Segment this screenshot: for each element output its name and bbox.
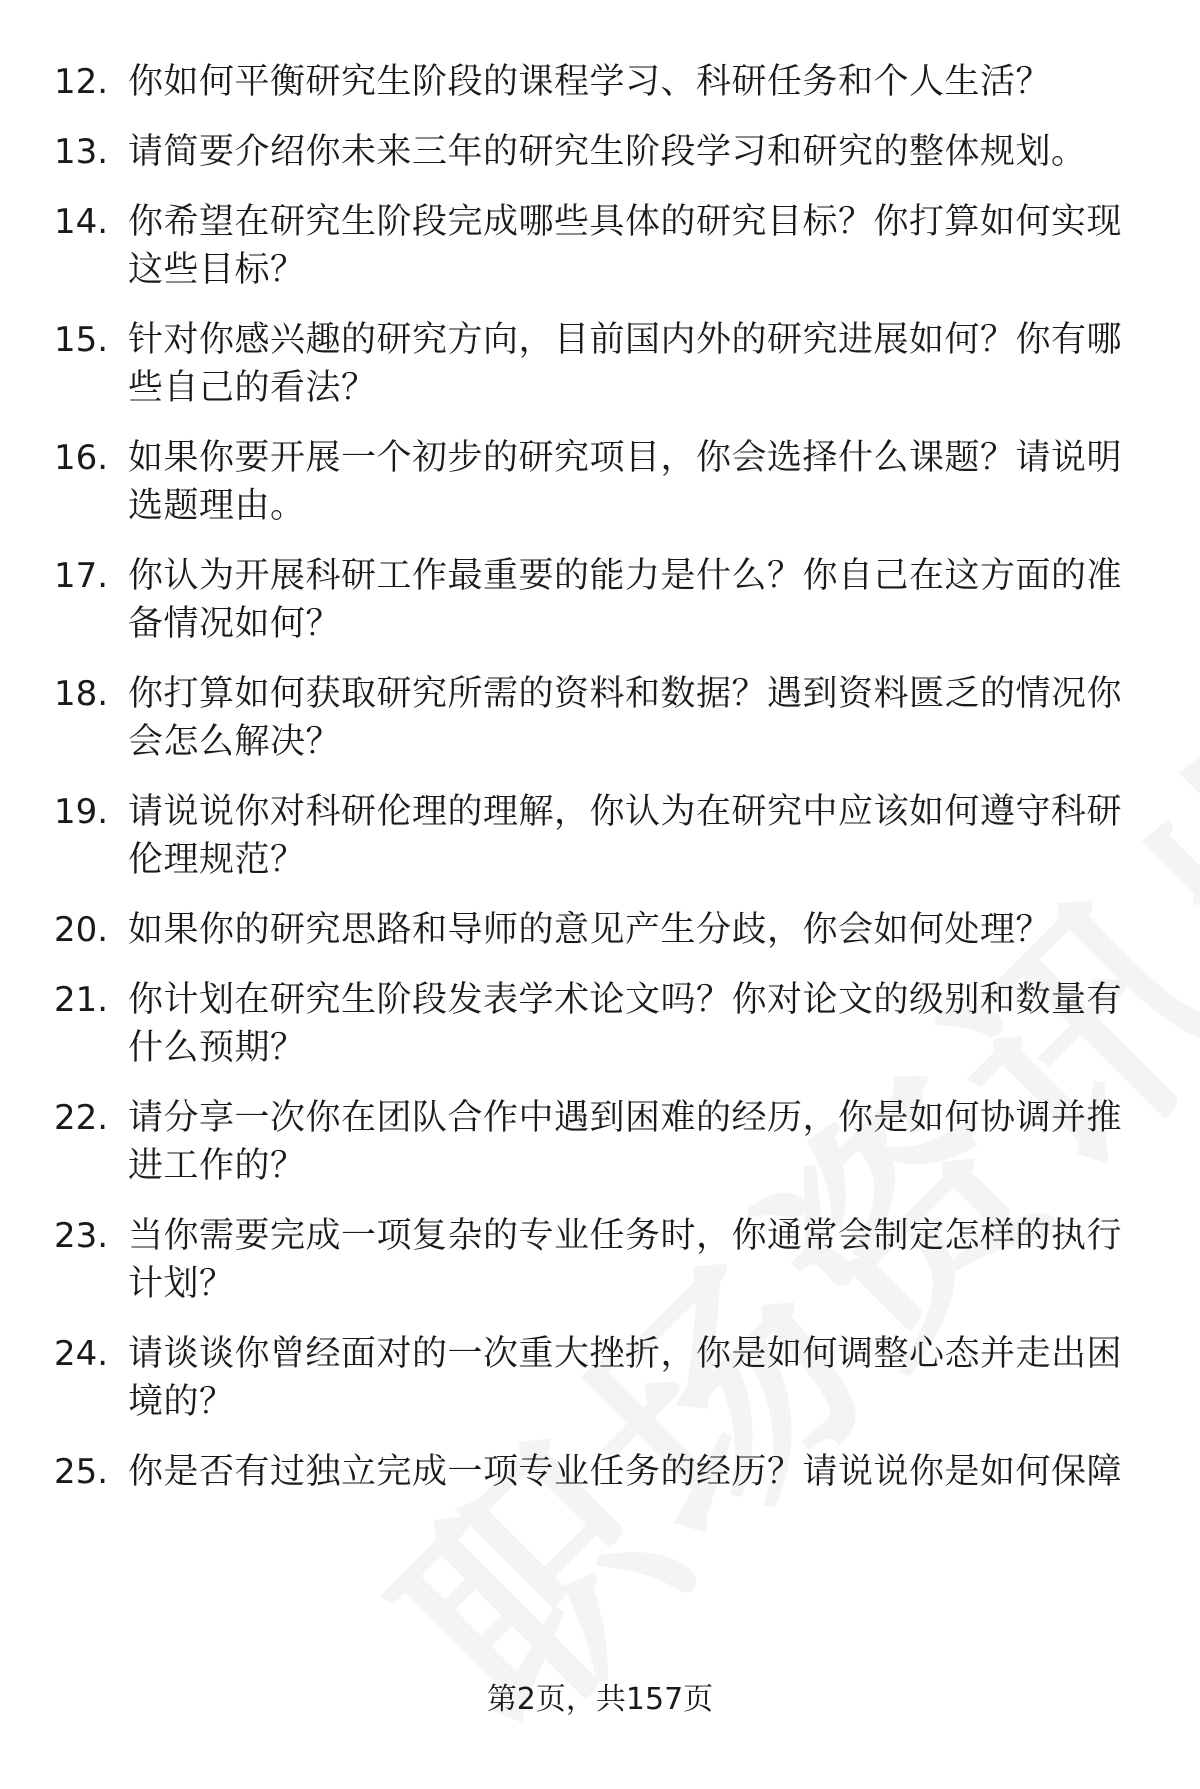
question-text: 请谈谈你曾经面对的一次重大挫折，你是如何调整心态并走出困境的？	[128, 1334, 1123, 1422]
question-number: 13.	[54, 132, 109, 172]
question-number: 24.	[54, 1334, 109, 1374]
question-number: 22.	[54, 1098, 109, 1138]
question-text: 你是否有过独立完成一项专业任务的经历？请说说你是如何保障	[128, 1452, 1123, 1492]
question-text: 你认为开展科研工作最重要的能力是什么？你自己在这方面的准备情况如何？	[128, 556, 1123, 644]
question-item	[0, 58, 1200, 106]
question-number: 19.	[54, 792, 109, 832]
question-list	[0, 58, 1200, 1518]
question-text: 如果你要开展一个初步的研究项目，你会选择什么课题？请说明选题理由。	[128, 438, 1123, 526]
question-number: 15.	[54, 320, 109, 360]
question-text: 你计划在研究生阶段发表学术论文吗？你对论文的级别和数量有什么预期？	[128, 980, 1123, 1068]
question-text: 请说说你对科研伦理的理解，你认为在研究中应该如何遵守科研伦理规范？	[128, 792, 1123, 880]
question-number: 25.	[54, 1452, 109, 1492]
question-item	[0, 198, 1200, 294]
question-item	[0, 316, 1200, 412]
question-text: 当你需要完成一项复杂的专业任务时，你通常会制定怎样的执行计划？	[128, 1216, 1123, 1304]
question-item	[0, 1330, 1200, 1426]
question-number: 16.	[54, 438, 109, 478]
question-item	[0, 434, 1200, 530]
question-number: 18.	[54, 674, 109, 714]
question-text: 请分享一次你在团队合作中遇到困难的经历，你是如何协调并推进工作的？	[128, 1098, 1123, 1186]
question-number: 12.	[54, 62, 109, 102]
question-number: 20.	[54, 910, 109, 950]
page-footer: 第2页，共157页	[486, 1682, 714, 1717]
question-item	[0, 552, 1200, 648]
question-item	[0, 1448, 1200, 1496]
question-item	[0, 906, 1200, 954]
question-number: 21.	[54, 980, 109, 1020]
question-text: 请简要介绍你未来三年的研究生阶段学习和研究的整体规划。	[128, 132, 1087, 172]
question-item	[0, 670, 1200, 766]
question-text: 针对你感兴趣的研究方向，目前国内外的研究进展如何？你有哪些自己的看法？	[128, 320, 1123, 408]
question-number: 14.	[54, 202, 109, 242]
question-item	[0, 976, 1200, 1072]
question-item	[0, 1094, 1200, 1190]
question-text: 你希望在研究生阶段完成哪些具体的研究目标？你打算如何实现这些目标？	[128, 202, 1123, 290]
question-number: 23.	[54, 1216, 109, 1256]
question-item	[0, 1212, 1200, 1308]
question-number: 17.	[54, 556, 109, 596]
question-text: 你打算如何获取研究所需的资料和数据？遇到资料匮乏的情况你会怎么解决？	[128, 674, 1123, 762]
question-item	[0, 788, 1200, 884]
question-text: 如果你的研究思路和导师的意见产生分歧，你会如何处理？	[128, 910, 1052, 950]
question-text: 你如何平衡研究生阶段的课程学习、科研任务和个人生活？	[128, 62, 1052, 102]
question-item	[0, 128, 1200, 176]
